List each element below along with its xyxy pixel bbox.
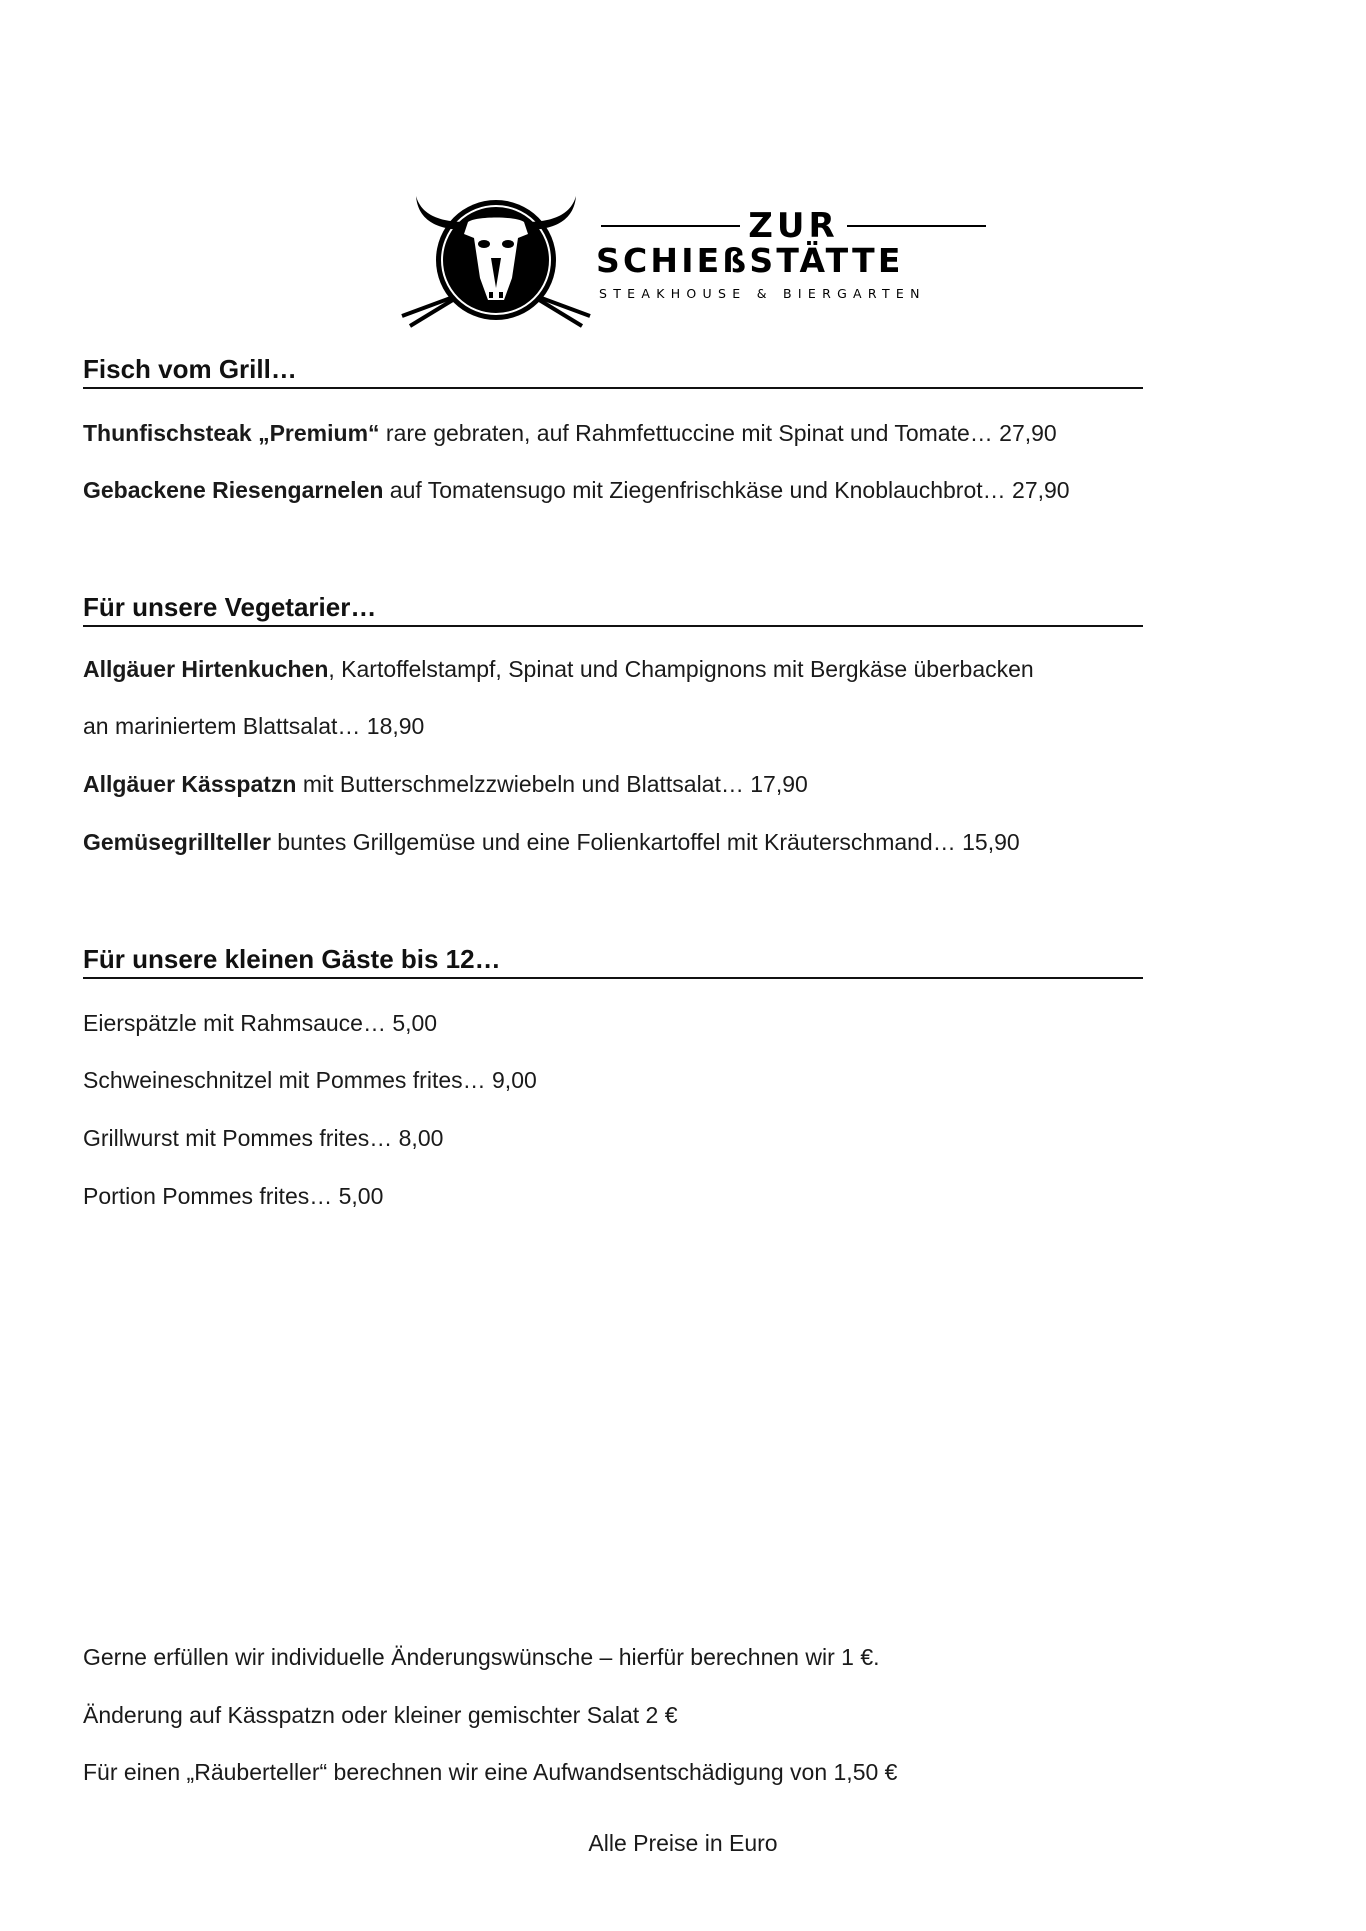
section-title-fisch: Fisch vom Grill… [83,354,1143,389]
menu-item: Thunfischsteak „Premium“ rare gebraten, auf Rahmfettuccine mit Spinat und Tomate… 27,90 [83,420,1057,446]
menu-item: Gebackene Riesengarnelen auf Tomatensugo mit Ziegenfrischkäse und Knoblauchbrot… 27,90 [83,477,1070,503]
menu-item: Allgäuer Kässpatzn mit Butterschmelzzwiebeln und Blattsalat… 17,90 [83,771,808,797]
menu-item: Allgäuer Hirtenkuchen, Kartoffelstampf, Spinat und Champignons mit Bergkäse überbacken [83,656,1034,682]
footer-prices-note: Alle Preise in Euro [588,1830,778,1856]
restaurant-logo [396,188,986,328]
section-title-vegetarier: Für unsere Vegetarier… [83,592,1143,627]
menu-item: Portion Pommes frites… 5,00 [83,1183,384,1209]
logo-name: SCHIEßSTÄTTE [596,241,904,280]
note-aenderungswuensche: Gerne erfüllen wir individuelle Änderungswünsche – hierfür berechnen wir 1 €. [83,1644,880,1670]
logo-tagline: STEAKHOUSE & BIERGARTEN [599,286,926,301]
note-kaesspatzn-salat: Änderung auf Kässpatzn oder kleiner gemischter Salat 2 € [83,1702,678,1728]
menu-item: Schweineschnitzel mit Pommes frites… 9,00 [83,1067,537,1093]
logo-zur: ZUR [601,206,986,246]
menu-item: Gemüsegrillteller buntes Grillgemüse und eine Folienkartoffel mit Kräuterschmand… 15,90 [83,829,1020,855]
note-raeuberteller: Für einen „Räuberteller“ berechnen wir eine Aufwandsentschädigung von 1,50 € [83,1759,898,1785]
menu-item-continued: an mariniertem Blattsalat… 18,90 [83,713,425,739]
bull-skull-icon [396,188,596,328]
menu-item: Grillwurst mit Pommes frites… 8,00 [83,1125,444,1151]
section-title-kinder: Für unsere kleinen Gäste bis 12… [83,944,1143,979]
menu-item: Eierspätzle mit Rahmsauce… 5,00 [83,1010,438,1036]
